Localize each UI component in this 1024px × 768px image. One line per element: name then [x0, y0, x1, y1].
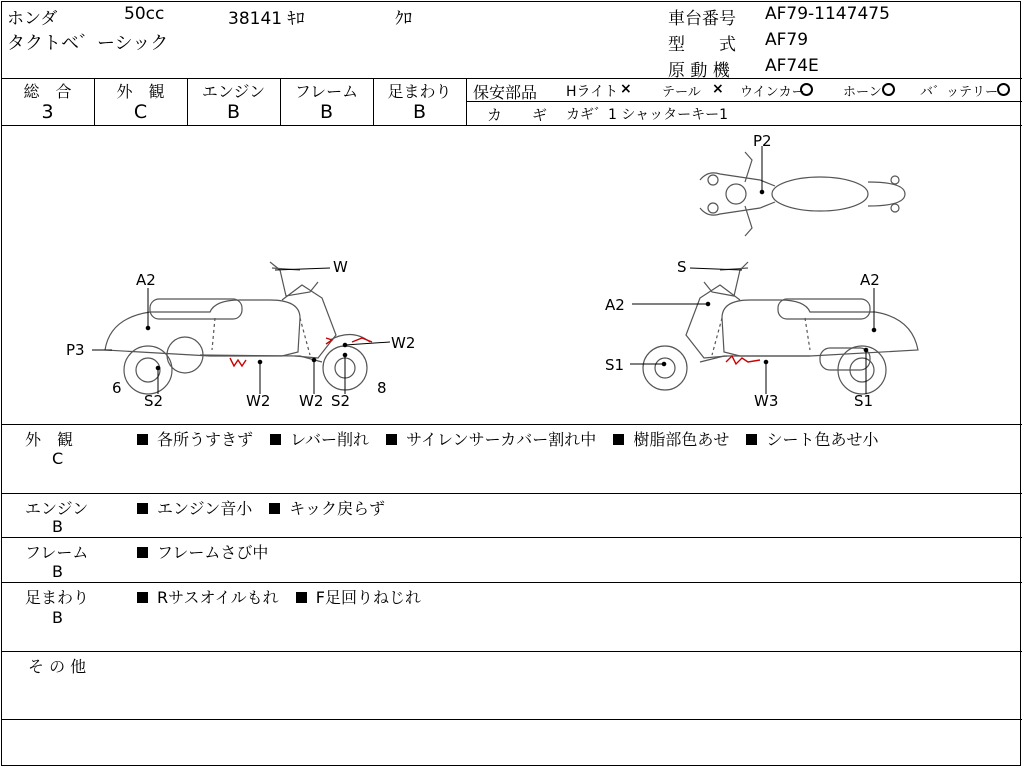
list-item: レバー削れ: [270, 430, 369, 449]
damage-mark: [726, 356, 760, 364]
damage-mark: [230, 358, 246, 366]
section-other-label: そ の 他: [28, 657, 87, 676]
divider: [1, 493, 1022, 494]
list-item: 樹脂部色あせ: [613, 430, 729, 449]
taillight-label: テール: [662, 85, 701, 100]
diagram-label: S1: [854, 392, 874, 410]
winker-label: ウインカー: [740, 85, 805, 100]
grade-overall-value: 3: [41, 101, 54, 123]
bullet-square-icon: [137, 434, 148, 445]
diagram-label: W2: [246, 392, 271, 410]
list-item: サイレンサーカバー割れ中: [386, 430, 596, 449]
damage-mark: [352, 338, 372, 342]
type-value: AF79: [765, 30, 809, 50]
bullet-square-icon: [386, 434, 397, 445]
section-engine-items: [137, 496, 397, 519]
diagram-label: W3: [754, 392, 779, 410]
section-suspension-items: [137, 585, 433, 608]
diagram-label: W: [333, 258, 348, 276]
section-exterior-items: [137, 427, 890, 450]
frame-no: AF79-1147475: [765, 4, 890, 24]
diagram-label: 6: [112, 379, 122, 397]
diagram-label: S2: [144, 392, 164, 410]
section-exterior-label: 外 観: [25, 430, 74, 449]
bullet-square-icon: [270, 434, 281, 445]
list-item: エンジン音小: [137, 499, 252, 518]
maker: ホンダ: [7, 9, 58, 29]
battery-label: バ゛ッテリー: [920, 85, 999, 100]
scooter-top-view-icon: [700, 152, 905, 236]
divider: [1, 651, 1022, 652]
divider: [1, 582, 1022, 583]
taillight-mark: ×: [712, 81, 724, 97]
diagram-label: 8: [377, 379, 387, 397]
bullet-square-icon: [137, 547, 148, 558]
bullet-square-icon: [613, 434, 624, 445]
engine-label: 原 動 機: [668, 61, 730, 81]
diagram-label: W2: [299, 392, 324, 410]
diagram-label: P2: [753, 132, 772, 150]
body-color: ｸﾛ: [395, 9, 412, 29]
bullet-square-icon: [137, 592, 148, 603]
diagram-label: P3: [66, 341, 85, 359]
grade-exterior-value: C: [133, 101, 148, 123]
diagram-label: A2: [860, 271, 880, 289]
section-frame-label: フレーム: [25, 543, 89, 562]
section-frame-items: [137, 540, 280, 563]
section-suspension-grade: B: [52, 608, 63, 627]
section-engine-label: エンジン: [25, 499, 89, 518]
section-exterior-grade: C: [52, 449, 64, 468]
diagram-label: S2: [331, 392, 351, 410]
divider: [1, 719, 1022, 720]
divider: [1, 424, 1022, 425]
keys-label: カ ギ: [487, 106, 548, 124]
horn-label: ホーン: [843, 85, 882, 100]
diagram-label: A2: [136, 271, 156, 289]
safety-parts-label: 保安部品: [473, 83, 538, 102]
bullet-square-icon: [269, 503, 280, 514]
list-item: キック戻らず: [269, 499, 385, 518]
list-item: F足回りねじれ: [296, 588, 421, 607]
grade-overall-label: 総 合: [23, 82, 72, 101]
list-item: シート色あせ小: [746, 430, 878, 449]
headlight-label: Hライト: [566, 84, 619, 100]
section-engine-grade: B: [52, 517, 63, 536]
diagram-label: W2: [391, 334, 416, 352]
grade-engine-value: B: [226, 101, 241, 123]
bullet-square-icon: [137, 503, 148, 514]
mileage: 38141 ｷﾛ: [228, 9, 305, 29]
leader-lines: [92, 146, 876, 394]
diagram-label: A2: [605, 296, 625, 314]
grade-exterior-label: 外 観: [116, 82, 165, 101]
list-item: 各所うすきず: [137, 430, 253, 449]
keys-value: カギ゛1 シャッターキー1: [566, 107, 728, 123]
list-item: フレームさび中: [137, 543, 268, 562]
grade-suspension-label: 足まわり: [387, 82, 452, 101]
section-frame-grade: B: [52, 562, 63, 581]
type-label: 型 式: [668, 35, 736, 55]
displacement: 50cc: [124, 4, 165, 24]
diagram-label: S: [677, 258, 687, 276]
grade-frame-label: フレーム: [294, 82, 359, 101]
grade-frame-value: B: [319, 101, 334, 123]
diagram-label: S1: [605, 356, 625, 374]
headlight-mark: ×: [620, 81, 632, 97]
frame-no-label: 車台番号: [668, 9, 736, 29]
grade-engine-label: エンジン: [201, 82, 266, 101]
bullet-square-icon: [296, 592, 307, 603]
grade-suspension-value: B: [412, 101, 427, 123]
bullet-square-icon: [746, 434, 757, 445]
engine-value: AF74E: [765, 56, 819, 76]
model-name: タクトベ゛ーシック: [7, 33, 169, 54]
list-item: Rサスオイルもれ: [137, 588, 279, 607]
section-suspension-label: 足まわり: [25, 588, 90, 607]
divider: [1, 537, 1022, 538]
